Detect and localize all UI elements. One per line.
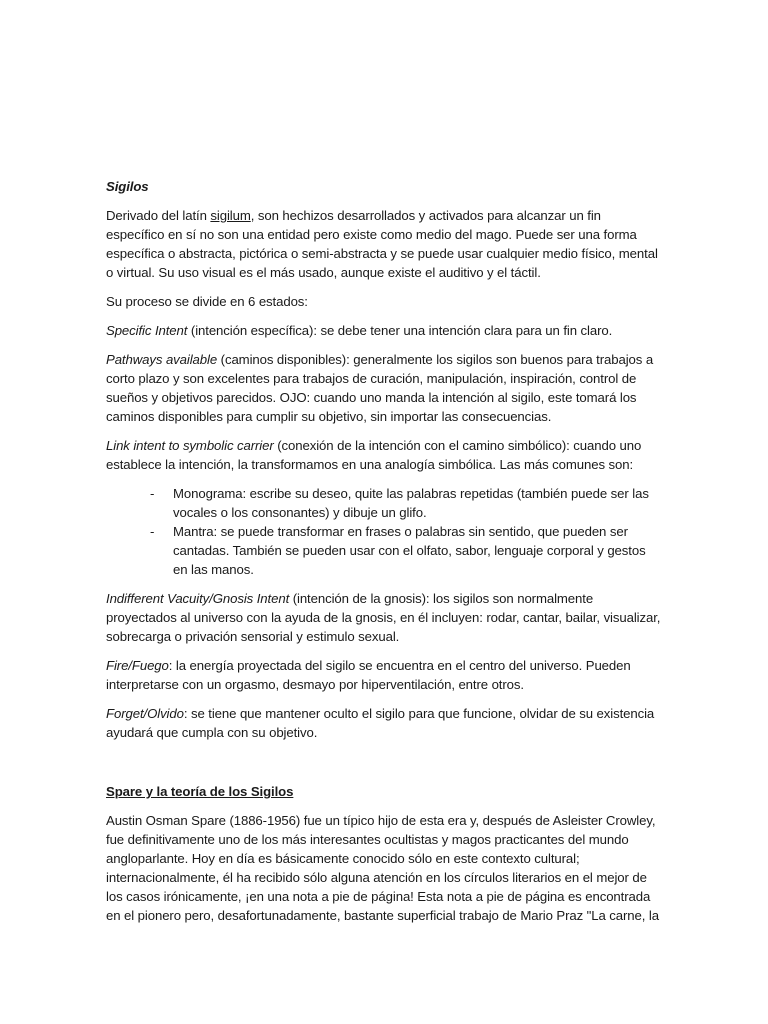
state-text: (caminos disponibles): generalmente los sigilos son buenos para trabajos a corto plazo y son excelentes para trabajos de curación, manipulación, inspiración, control de sueños y objetivos parecidos. OJO: cuando uno manda la intención al sigilo, este tomará los caminos disponibles para cumplir su objetivo, sin importar las consecuencias.: [106, 352, 654, 424]
state-term: Forget/Olvido: [106, 706, 184, 721]
list-item-text: Monograma: escribe su deseo, quite las palabras repetidas (también puede ser las vocales o los consonantes) y dibuje un glifo.: [173, 486, 649, 520]
state-text: (intención específica): se debe tener una intención clara para un fin claro.: [187, 323, 613, 338]
intro-text-end: , son hechizos desarrollados y activados para alcanzar un fin específico en sí no son una entidad pero existe como medio del mago. Puede ser una forma específica o abstracta, pictórica o semi-abstracta y se puede usar cualquier medio físico, mental o virtual. Su uso visual es el más usado, aunque existe el auditivo y el táctil.: [106, 208, 658, 280]
intro-text-start: Derivado del latín: [106, 208, 211, 223]
state-paragraph: [106, 656, 662, 694]
list-item: [106, 522, 662, 579]
state-term: Specific Intent: [106, 323, 188, 338]
state-paragraph: [106, 321, 662, 340]
state-paragraph: [106, 589, 662, 646]
state-text: : se tiene que mantener oculto el sigilo para que funcione, olvidar de su existencia ayudará que cumpla con su objetivo.: [106, 706, 655, 740]
state-text: (intención de la gnosis): los sigilos son normalmente proyectados al universo con la ayuda de la gnosis, en él incluyen: rodar, cantar, bailar, visualizar, sobrecarga o privación sensorial y estimulo sexual.: [106, 591, 661, 644]
document-body: [106, 177, 662, 935]
symbolic-methods-list: [106, 484, 662, 579]
document-title: Sigilos: [106, 179, 149, 194]
state-paragraph: [106, 704, 662, 742]
state-paragraph: [106, 436, 662, 474]
section-heading: Spare y la teoría de los Sigilos: [106, 784, 294, 799]
sigilum-term: sigilum: [210, 208, 251, 223]
state-text: (conexión de la intención con el camino simbólico): cuando uno establece la intención, la transformamos en una analogía simbólica. Las más comunes son:: [106, 438, 642, 472]
spare-paragraph: Austin Osman Spare (1886-1956) fue un típico hijo de esta era y, después de Asleister Crowley, fue definitivamente uno de los más interesantes ocultistas y magos practicantes del mundo angloparlante. Hoy en día es básicamente conocido sólo en este contexto cultural; internacionalmente, él ha recibido sólo alguna atención en los círculos literarios en el mejor de los casos irónicamente, ¡en una nota a pie de página! Esta nota a pie de página es encontrada en el pionero pero, desafortunadamente, bastante superficial trabajo de Mario Praz "La carne, la: [106, 813, 659, 923]
dash-bullet: -: [150, 524, 155, 539]
state-paragraph: [106, 350, 662, 426]
state-term: Fire/Fuego: [106, 658, 169, 673]
process-intro: Su proceso se divide en 6 estados:: [106, 294, 308, 309]
state-term: Indifferent Vacuity/Gnosis Intent: [106, 591, 290, 606]
state-text: : la energía proyectada del sigilo se encuentra en el centro del universo. Pueden interpretarse con un orgasmo, desmayo por hiperventilación, entre otros.: [106, 658, 631, 692]
dash-bullet: -: [150, 486, 155, 501]
intro-paragraph: [106, 206, 662, 282]
list-item: [106, 484, 662, 522]
list-item-text: Mantra: se puede transformar en frases o palabras sin sentido, que pueden ser cantadas. También se pueden usar con el olfato, sabor, lenguaje corporal y gestos en las manos.: [173, 524, 646, 577]
state-term: Link intent to symbolic carrier: [106, 438, 274, 453]
state-term: Pathways available: [106, 352, 218, 367]
